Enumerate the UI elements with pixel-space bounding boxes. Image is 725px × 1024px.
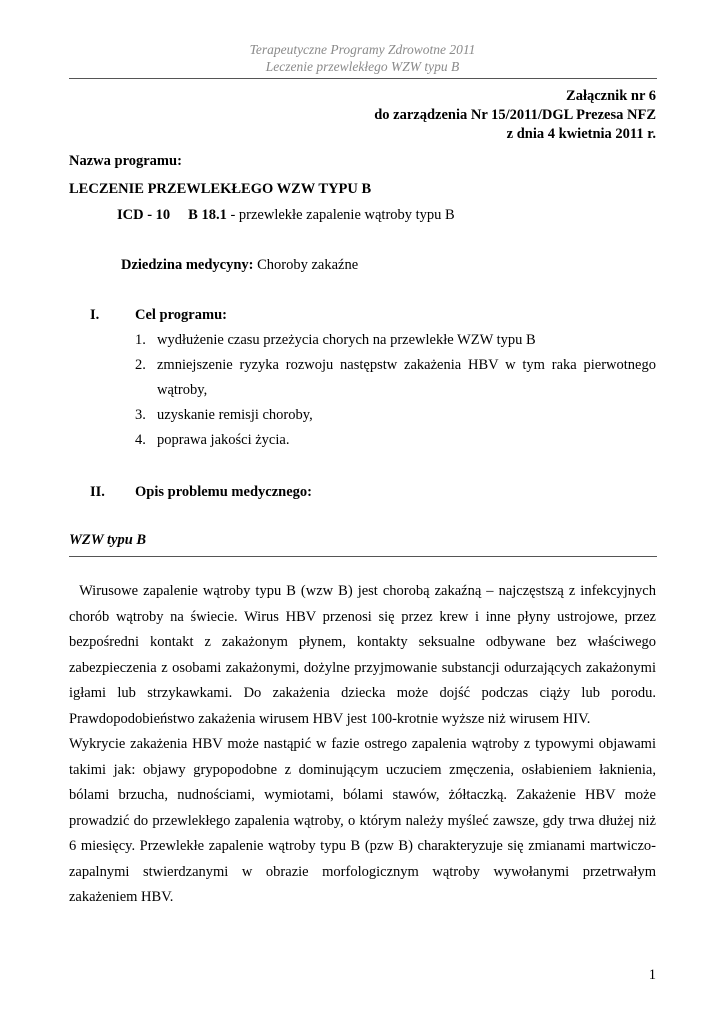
icd-description: - przewlekłe zapalenie wątroby typu B [226,207,455,223]
program-name: LECZENIE PRZEWLEKŁEGO WZW TYPU B [69,181,372,197]
body-line: zabezpieczenia z osobami zakażonymi, dożylne przyjmowanie substancji odurzających zakażonymi [69,659,656,676]
goal-item-2-text: zmniejszenie ryzyka rozwoju następstw zakażenia HBV w tym raka pierwotnego [157,357,656,373]
goal-item-2-continuation: wątroby, [157,382,208,398]
medical-field [121,256,358,275]
goal-item-1-text: wydłużenie czasu przeżycia chorych na przewlekłe WZW typu B [157,332,536,348]
body-line: prowadzić do przewlekłego zapalenia wątroby, o którym należy myśleć zawsze, gdy trwa dłużej niż [69,812,656,829]
header-divider [69,78,657,79]
section-1-numeral: I. [90,307,100,323]
medical-field-label: Dziedzina medycyny: [121,257,254,273]
body-line: takimi jak: objawy grypopodobne z dominującym uczuciem zmęczenia, osłabieniem łaknienia, [69,761,656,778]
page-number: 1 [648,967,656,983]
subheading-wzw-b: WZW typu B [69,532,147,548]
goal-item-2-number: 2. [135,357,146,373]
program-name-label: Nazwa programu: [69,153,182,169]
section-2-numeral: II. [90,484,105,500]
goal-item-4-number: 4. [135,432,146,448]
running-header-title: Terapeutyczne Programy Zdrowotne 2011 [249,42,476,57]
goal-item-4-text: poprawa jakości życia. [157,432,290,448]
body-line: Wirusowe zapalenie wątroby typu B (wzw B) jest chorobą zakaźną – najczęstszą z infekcyjnych [69,583,656,599]
medical-field-value: Choroby zakaźne [253,257,359,273]
body-line: Prawdopodobieństwo zakażenia wirusem HBV jest 100-krotnie wyższe niż wirusem HIV. [69,710,591,727]
body-line: 6 miesięcy. Przewlekłe zapalenie wątroby typu B (pzw B) charakteryzuje się zmianami martwiczo- [69,838,656,854]
body-line: bólami brzucha, nudnościami, wymiotami, bólami stawów, żółtaczką. Zakażenie HBV może [69,787,656,803]
running-header-subtitle: Leczenie przewlekłego WZW typu B [265,59,460,74]
goal-item-1-number: 1. [135,332,146,348]
body-line: zakażeniem HBV. [69,889,174,905]
body-line: igłami lub strzykawkami. Do zakażenia dziecka może dojść podczas ciąży lub porodu. [69,685,656,701]
icd-line [117,206,455,225]
goal-item-3-text: uzyskanie remisji choroby, [157,407,313,423]
subheading-divider [69,556,657,557]
icd-label: ICD - 10 [117,207,171,223]
body-line: bezpośredni kontakt z zakażonym płynem, kontakty seksualne odbywane bez właściwego [69,634,656,650]
section-2-title: Opis problemu medycznego: [135,484,312,500]
annex-date: z dnia 4 kwietnia 2011 r. [506,126,656,142]
icd-code: B 18.1 [188,207,227,223]
body-line: Wykrycie zakażenia HBV może nastąpić w fazie ostrego zapalenia wątroby z typowymi objawami [69,736,656,752]
goal-item-3-number: 3. [135,407,146,423]
body-paragraph [69,579,656,911]
body-line: zapalnymi stwierdzanymi w obrazie morfologicznym wątroby wywołanymi przetrwałym [69,863,656,880]
annex-number: Załącznik nr 6 [566,88,656,104]
section-1-title: Cel programu: [135,307,227,323]
annex-ordinance: do zarządzenia Nr 15/2011/DGL Prezesa NFZ [374,107,656,123]
body-line: chorób wątroby na świecie. Wirus HBV przenosi się przez krew i inne płyny ustrojowe, przez [69,608,656,625]
